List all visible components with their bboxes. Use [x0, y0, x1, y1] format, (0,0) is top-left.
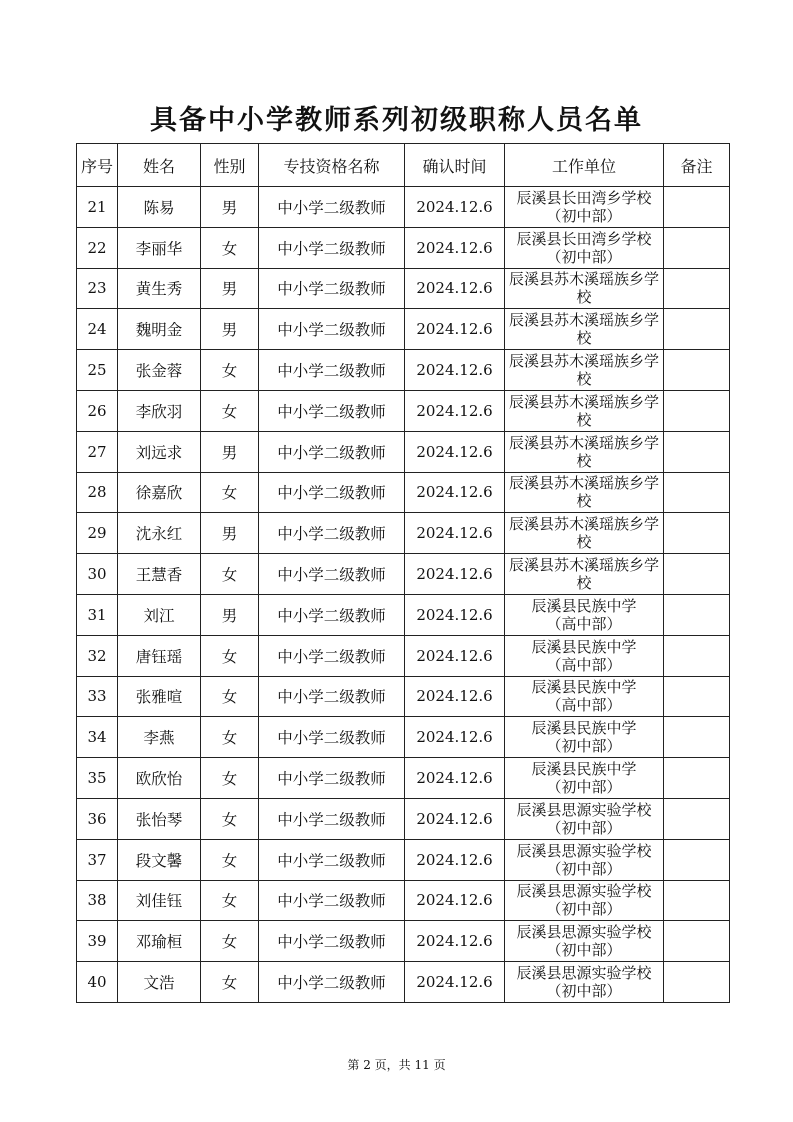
cell-gender: 女	[201, 554, 259, 595]
cell-no: 30	[77, 554, 118, 595]
cell-name: 刘佳钰	[118, 880, 201, 921]
cell-name: 李燕	[118, 717, 201, 758]
cell-gender: 女	[201, 839, 259, 880]
work-unit-line: （初中部）	[546, 206, 622, 225]
table-row	[77, 309, 730, 350]
table-body	[77, 187, 730, 1003]
cell-work-unit	[505, 268, 664, 309]
cell-qualification: 中小学二级教师	[259, 350, 405, 391]
table-row	[77, 798, 730, 839]
cell-note	[664, 717, 730, 758]
cell-date: 2024.12.6	[405, 798, 505, 839]
cell-name: 段文馨	[118, 839, 201, 880]
cell-note	[664, 635, 730, 676]
work-unit-line: （初中部）	[546, 941, 622, 960]
cell-qualification: 中小学二级教师	[259, 431, 405, 472]
cell-date: 2024.12.6	[405, 187, 505, 228]
work-unit-line: 辰溪县苏木溪瑶族乡学	[508, 474, 659, 493]
table-row	[77, 962, 730, 1003]
work-unit-line: 辰溪县长田湾乡学校	[516, 188, 652, 207]
cell-date: 2024.12.6	[405, 635, 505, 676]
cell-work-unit	[505, 350, 664, 391]
cell-note	[664, 390, 730, 431]
cell-no: 33	[77, 676, 118, 717]
cell-gender: 女	[201, 717, 259, 758]
table-row	[77, 431, 730, 472]
cell-name: 刘江	[118, 594, 201, 635]
column-header-gender: 性别	[201, 144, 259, 187]
cell-no: 34	[77, 717, 118, 758]
cell-note	[664, 676, 730, 717]
cell-gender: 女	[201, 635, 259, 676]
cell-note	[664, 227, 730, 268]
cell-note	[664, 798, 730, 839]
cell-no: 26	[77, 390, 118, 431]
cell-work-unit	[505, 962, 664, 1003]
cell-date: 2024.12.6	[405, 431, 505, 472]
cell-note	[664, 350, 730, 391]
cell-qualification: 中小学二级教师	[259, 513, 405, 554]
cell-name: 沈永红	[118, 513, 201, 554]
cell-gender: 男	[201, 513, 259, 554]
cell-qualification: 中小学二级教师	[259, 921, 405, 962]
work-unit-line: 辰溪县苏木溪瑶族乡学	[508, 311, 659, 330]
work-unit-line: （初中部）	[546, 859, 622, 878]
cell-no: 28	[77, 472, 118, 513]
cell-date: 2024.12.6	[405, 921, 505, 962]
cell-qualification: 中小学二级教师	[259, 390, 405, 431]
table-header-row	[77, 144, 730, 187]
cell-date: 2024.12.6	[405, 839, 505, 880]
cell-work-unit	[505, 187, 664, 228]
cell-note	[664, 839, 730, 880]
cell-date: 2024.12.6	[405, 309, 505, 350]
table-row	[77, 472, 730, 513]
cell-note	[664, 472, 730, 513]
cell-no: 36	[77, 798, 118, 839]
cell-name: 唐钰瑶	[118, 635, 201, 676]
page-title: 具备中小学教师系列初级职称人员名单	[150, 105, 643, 136]
work-unit-line: （初中部）	[546, 818, 622, 837]
cell-no: 27	[77, 431, 118, 472]
column-header-note: 备注	[664, 144, 730, 187]
cell-date: 2024.12.6	[405, 472, 505, 513]
cell-name: 王慧香	[118, 554, 201, 595]
cell-work-unit	[505, 921, 664, 962]
table-row	[77, 717, 730, 758]
cell-gender: 女	[201, 880, 259, 921]
cell-date: 2024.12.6	[405, 962, 505, 1003]
column-header-name: 姓名	[118, 144, 201, 187]
cell-date: 2024.12.6	[405, 758, 505, 799]
cell-note	[664, 431, 730, 472]
cell-gender: 女	[201, 921, 259, 962]
work-unit-line: 辰溪县苏木溪瑶族乡学	[508, 433, 659, 452]
work-unit-line: （初中部）	[546, 982, 622, 1001]
column-header-work-unit: 工作单位	[505, 144, 664, 187]
cell-work-unit	[505, 839, 664, 880]
cell-work-unit	[505, 758, 664, 799]
table-row	[77, 187, 730, 228]
cell-qualification: 中小学二级教师	[259, 717, 405, 758]
work-unit-line: 校	[576, 370, 592, 389]
table-row	[77, 880, 730, 921]
work-unit-line: 辰溪县苏木溪瑶族乡学	[508, 556, 659, 575]
table-row	[77, 513, 730, 554]
work-unit-line: 辰溪县苏木溪瑶族乡学	[508, 270, 659, 289]
cell-name: 张金蓉	[118, 350, 201, 391]
cell-date: 2024.12.6	[405, 350, 505, 391]
cell-name: 刘远求	[118, 431, 201, 472]
cell-qualification: 中小学二级教师	[259, 635, 405, 676]
cell-name: 李丽华	[118, 227, 201, 268]
work-unit-line: 辰溪县思源实验学校	[516, 800, 652, 819]
cell-note	[664, 513, 730, 554]
column-header-date: 确认时间	[405, 144, 505, 187]
cell-gender: 女	[201, 676, 259, 717]
cell-date: 2024.12.6	[405, 676, 505, 717]
work-unit-line: 辰溪县民族中学	[531, 760, 637, 779]
cell-work-unit	[505, 676, 664, 717]
work-unit-line: （高中部）	[546, 614, 622, 633]
work-unit-line: （高中部）	[546, 655, 622, 674]
work-unit-line: （初中部）	[546, 778, 622, 797]
cell-no: 37	[77, 839, 118, 880]
cell-date: 2024.12.6	[405, 513, 505, 554]
cell-work-unit	[505, 227, 664, 268]
cell-note	[664, 187, 730, 228]
cell-no: 40	[77, 962, 118, 1003]
cell-work-unit	[505, 513, 664, 554]
cell-qualification: 中小学二级教师	[259, 268, 405, 309]
cell-gender: 男	[201, 431, 259, 472]
cell-no: 38	[77, 880, 118, 921]
work-unit-line: 校	[576, 533, 592, 552]
cell-date: 2024.12.6	[405, 268, 505, 309]
cell-gender: 女	[201, 350, 259, 391]
work-unit-line: 校	[576, 329, 592, 348]
cell-name: 陈易	[118, 187, 201, 228]
cell-qualification: 中小学二级教师	[259, 594, 405, 635]
cell-gender: 女	[201, 962, 259, 1003]
table-row	[77, 839, 730, 880]
table-row	[77, 635, 730, 676]
cell-gender: 女	[201, 227, 259, 268]
work-unit-line: 辰溪县苏木溪瑶族乡学	[508, 352, 659, 371]
cell-qualification: 中小学二级教师	[259, 187, 405, 228]
roster-table	[76, 143, 730, 1003]
cell-date: 2024.12.6	[405, 554, 505, 595]
cell-gender: 女	[201, 798, 259, 839]
table-row	[77, 554, 730, 595]
cell-work-unit	[505, 635, 664, 676]
table-row	[77, 350, 730, 391]
table-row	[77, 758, 730, 799]
cell-work-unit	[505, 390, 664, 431]
cell-gender: 男	[201, 268, 259, 309]
cell-no: 22	[77, 227, 118, 268]
work-unit-line: 校	[576, 288, 592, 307]
cell-qualification: 中小学二级教师	[259, 962, 405, 1003]
cell-name: 魏明金	[118, 309, 201, 350]
table-row	[77, 594, 730, 635]
cell-no: 32	[77, 635, 118, 676]
cell-no: 29	[77, 513, 118, 554]
cell-no: 39	[77, 921, 118, 962]
cell-work-unit	[505, 554, 664, 595]
cell-no: 31	[77, 594, 118, 635]
cell-qualification: 中小学二级教师	[259, 798, 405, 839]
cell-gender: 男	[201, 309, 259, 350]
cell-note	[664, 594, 730, 635]
cell-qualification: 中小学二级教师	[259, 554, 405, 595]
cell-no: 23	[77, 268, 118, 309]
cell-gender: 男	[201, 594, 259, 635]
table-row	[77, 676, 730, 717]
work-unit-line: 辰溪县苏木溪瑶族乡学	[508, 392, 659, 411]
cell-qualification: 中小学二级教师	[259, 839, 405, 880]
cell-no: 21	[77, 187, 118, 228]
cell-work-unit	[505, 431, 664, 472]
cell-name: 李欣羽	[118, 390, 201, 431]
cell-gender: 女	[201, 758, 259, 799]
cell-work-unit	[505, 880, 664, 921]
cell-qualification: 中小学二级教师	[259, 472, 405, 513]
cell-note	[664, 268, 730, 309]
cell-qualification: 中小学二级教师	[259, 309, 405, 350]
work-unit-line: 辰溪县思源实验学校	[516, 964, 652, 983]
cell-note	[664, 554, 730, 595]
cell-date: 2024.12.6	[405, 227, 505, 268]
work-unit-line: 辰溪县思源实验学校	[516, 841, 652, 860]
work-unit-line: 校	[576, 574, 592, 593]
table-row	[77, 921, 730, 962]
cell-name: 欧欣怡	[118, 758, 201, 799]
work-unit-line: 辰溪县民族中学	[531, 637, 637, 656]
cell-date: 2024.12.6	[405, 880, 505, 921]
table-row	[77, 227, 730, 268]
cell-qualification: 中小学二级教师	[259, 676, 405, 717]
work-unit-line: 辰溪县长田湾乡学校	[516, 229, 652, 248]
cell-note	[664, 921, 730, 962]
work-unit-line: 校	[576, 451, 592, 470]
cell-no: 25	[77, 350, 118, 391]
work-unit-line: （高中部）	[546, 696, 622, 715]
work-unit-line: 辰溪县苏木溪瑶族乡学	[508, 515, 659, 534]
cell-work-unit	[505, 717, 664, 758]
work-unit-line: 辰溪县思源实验学校	[516, 923, 652, 942]
cell-note	[664, 962, 730, 1003]
table-row	[77, 390, 730, 431]
cell-name: 邓瑜桓	[118, 921, 201, 962]
cell-work-unit	[505, 594, 664, 635]
cell-qualification: 中小学二级教师	[259, 880, 405, 921]
work-unit-line: 校	[576, 410, 592, 429]
cell-gender: 女	[201, 472, 259, 513]
cell-gender: 女	[201, 390, 259, 431]
cell-name: 张怡琴	[118, 798, 201, 839]
cell-note	[664, 880, 730, 921]
cell-note	[664, 758, 730, 799]
work-unit-line: 辰溪县民族中学	[531, 678, 637, 697]
cell-date: 2024.12.6	[405, 390, 505, 431]
cell-note	[664, 309, 730, 350]
cell-name: 徐嘉欣	[118, 472, 201, 513]
work-unit-line: 校	[576, 492, 592, 511]
work-unit-line: 辰溪县思源实验学校	[516, 882, 652, 901]
cell-work-unit	[505, 309, 664, 350]
cell-name: 张雅喧	[118, 676, 201, 717]
column-header-no: 序号	[77, 144, 118, 187]
page-number: 第 2 页，共 11 页	[347, 1058, 446, 1072]
work-unit-line: 辰溪县民族中学	[531, 719, 637, 738]
cell-name: 文浩	[118, 962, 201, 1003]
cell-work-unit	[505, 472, 664, 513]
cell-name: 黄生秀	[118, 268, 201, 309]
cell-work-unit	[505, 798, 664, 839]
work-unit-line: （初中部）	[546, 737, 622, 756]
work-unit-line: 辰溪县民族中学	[531, 596, 637, 615]
work-unit-line: （初中部）	[546, 900, 622, 919]
cell-no: 35	[77, 758, 118, 799]
table-row	[77, 268, 730, 309]
cell-date: 2024.12.6	[405, 594, 505, 635]
cell-qualification: 中小学二级教师	[259, 227, 405, 268]
work-unit-line: （初中部）	[546, 247, 622, 266]
column-header-qualification: 专技资格名称	[259, 144, 405, 187]
cell-date: 2024.12.6	[405, 717, 505, 758]
cell-qualification: 中小学二级教师	[259, 758, 405, 799]
cell-gender: 男	[201, 187, 259, 228]
cell-no: 24	[77, 309, 118, 350]
